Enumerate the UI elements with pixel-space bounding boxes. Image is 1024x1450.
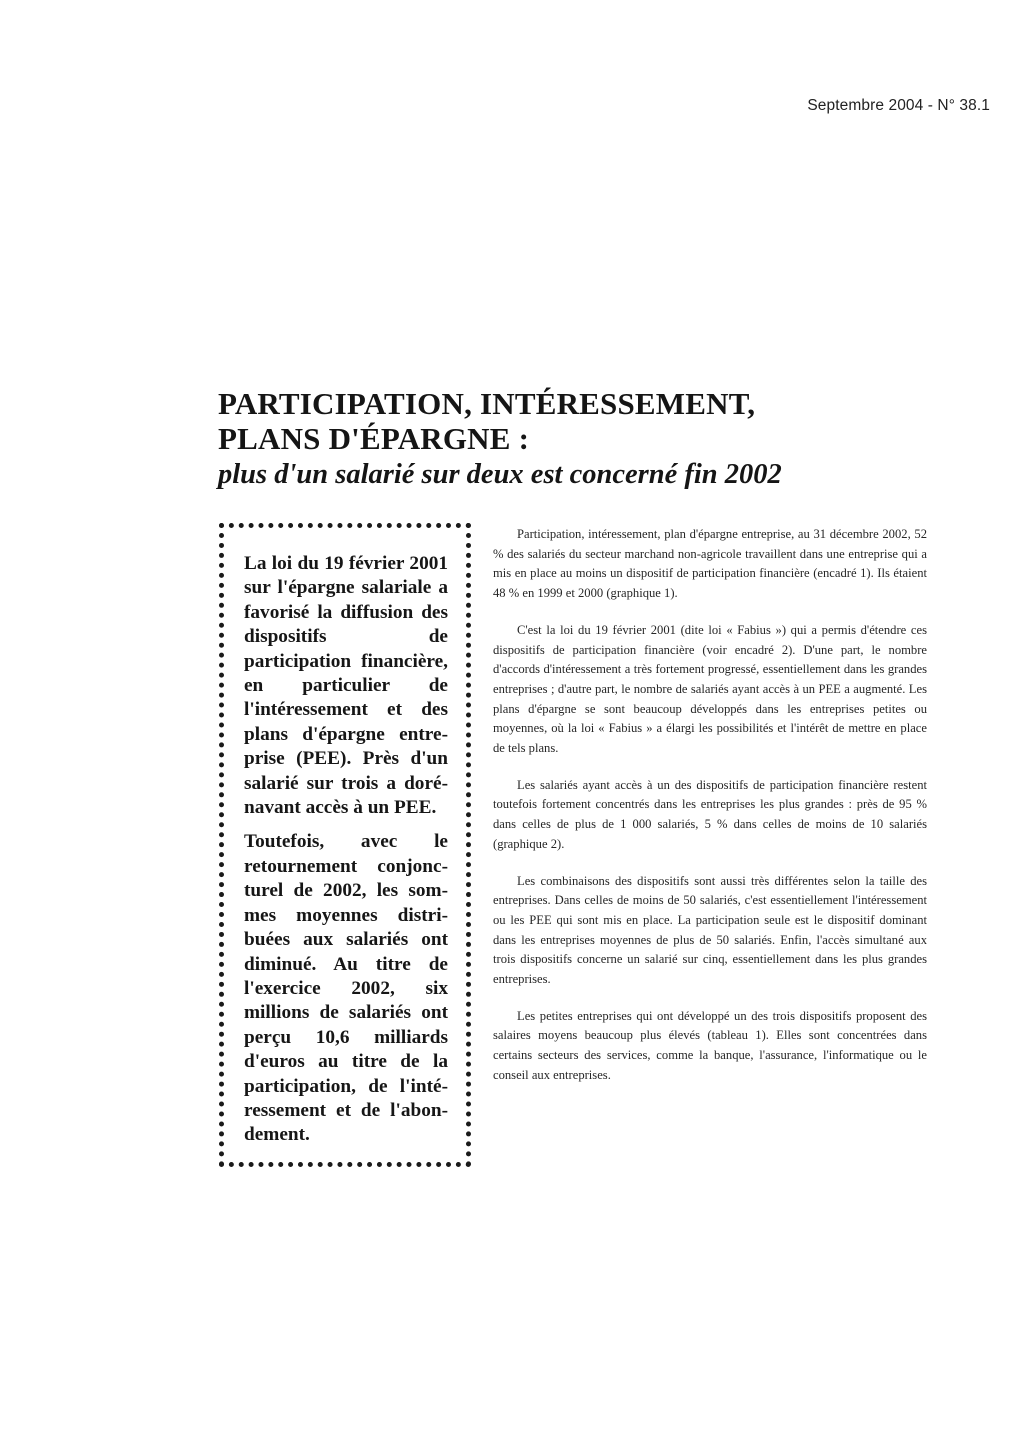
- summary-box: [219, 523, 471, 1167]
- issue-date: Septembre 2004 - N° 38.1: [807, 97, 990, 114]
- body-paragraph: C'est la loi du 19 février 2001 (dite loi « Fabius ») qui a permis d'étendre ces dispositifs de participation financière (voir encadré 2). D'une part, le nombre d'accords d'intéressement a très fortement progressé, essentiellement dans les grandes entreprises ; d'autre part, le nombre de salariés ayant accès à un PEE a augmenté. Les plans d'épargne se sont beaucoup développés dans les entreprises petites ou moyennes, où la loi « Fabius » a élargi les possibilités et l'intérêt de mettre en place de tels plans.: [493, 622, 927, 756]
- title-block: [218, 386, 938, 494]
- body-paragraph: Les salariés ayant accès à un des dispositifs de participation financière restent toutefois fortement concentrés dans les entreprises les plus grandes : près de 95 % dans celles de plus de 1 000 salariés, 5 % dans celles de moins de 10 salariés (graphique 2).: [493, 777, 927, 851]
- page-title-line-2: PLANS D'ÉPARGNE :: [218, 421, 530, 456]
- body-paragraph: Les petites entreprises qui ont développé un des trois dispositifs proposent des salaires moyens beaucoup plus élevés (tableau 1). Elles sont concentrées dans certains secteurs des services, comme la banque, l'assurance, l'informatique ou le conseil aux entreprises.: [493, 1008, 927, 1082]
- page-title-line-1: PARTICIPATION, INTÉRESSEMENT,: [218, 386, 756, 421]
- body-paragraph: Les combinaisons des dispositifs sont aussi très différentes selon la taille des entreprises. Dans celles de moins de 50 salariés, c'est essentiellement l'intéressement ou les PEE qui sont mis en place. La participation seule est le dispositif dominant dans les entreprises moyennes de plus de 50 salariés. Enfin, l'accès simultané aux trois dispositifs concerne un salarié sur cinq, essentiellement dans les plus grandes entreprises.: [493, 873, 927, 987]
- summary-paragraph: La loi du 19 février 2001 sur l'épargne salariale a favorisé la diffusion des dispositifs de participation financière, en particulier de l'intéressement et des plans d'épargne entreprise (PEE). Près d'un salarié sur trois a dorénavant accès à un PEE.: [244, 553, 448, 819]
- summary-paragraph: Toutefois, avec le retournement conjoncturel de 2002, les sommes moyennes distribuées aux salariés ont diminué. Au titre de l'exercice 2002, six millions de salariés ont perçu 10,6 milliards d'euros au titre de la participation, de l'intéressement et de l'abondement.: [244, 831, 448, 1146]
- page-subtitle: plus d'un salarié sur deux est concerné fin 2002: [218, 459, 782, 490]
- main-text-column: [493, 525, 927, 1103]
- body-paragraph: Participation, intéressement, plan d'épargne entreprise, au 31 décembre 2002, 52 % des salariés du secteur marchand non-agricole travaillent dans une entreprise qui a mis en place au moins un dispositif de participation financière (encadré 1). Ils étaient 48 % en 1999 et 2000 (graphique 1).: [493, 527, 927, 601]
